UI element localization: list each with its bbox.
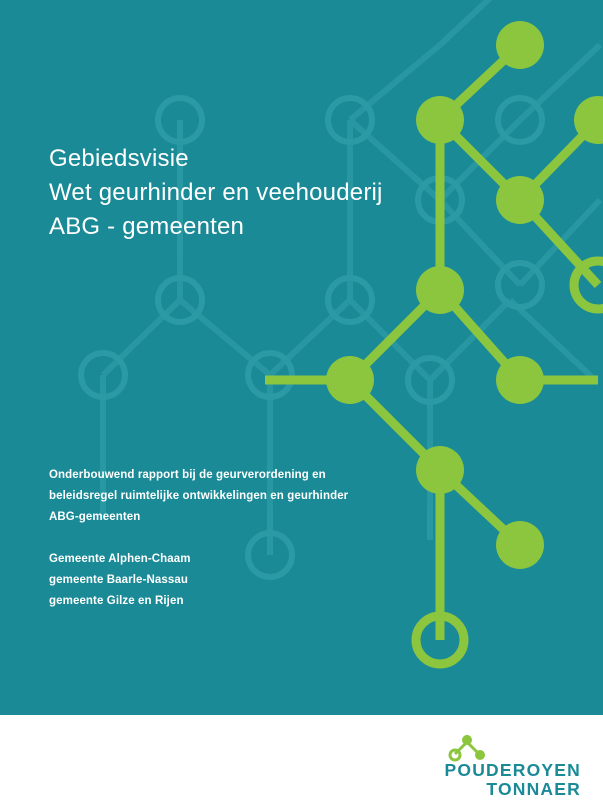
cover-title-line-2: Wet geurhinder en veehouderij: [49, 179, 383, 206]
cover-title-line-1: Gebiedsvisie: [49, 145, 189, 172]
cover-footer: [0, 715, 603, 800]
cover-subtitle: [49, 465, 449, 528]
cover-title-line-3: ABG - gemeenten: [49, 213, 245, 240]
cover-title: [49, 142, 519, 244]
publisher-logo: [421, 732, 581, 799]
cover-subtitle-line-3: ABG-gemeenten: [49, 511, 141, 523]
authority-line-2: gemeente Baarle-Nassau: [49, 574, 188, 586]
authority-line-1: Gemeente Alphen-Chaam: [49, 553, 191, 565]
cover-authorities: [49, 549, 449, 612]
publisher-logo-text: [421, 761, 581, 799]
cover-subtitle-line-2: beleidsregel ruimtelijke ontwikkelingen en geurhinder: [49, 490, 349, 502]
authority-line-3: gemeente Gilze en Rijen: [49, 595, 184, 607]
publisher-logo-line-1: POUDEROYEN: [444, 760, 581, 780]
cover-subtitle-line-1: Onderbouwend rapport bij de geurverordening en: [49, 469, 326, 481]
publisher-logo-line-2: TONNAER: [486, 779, 581, 799]
node-network-logo-mark-icon: [447, 732, 493, 762]
